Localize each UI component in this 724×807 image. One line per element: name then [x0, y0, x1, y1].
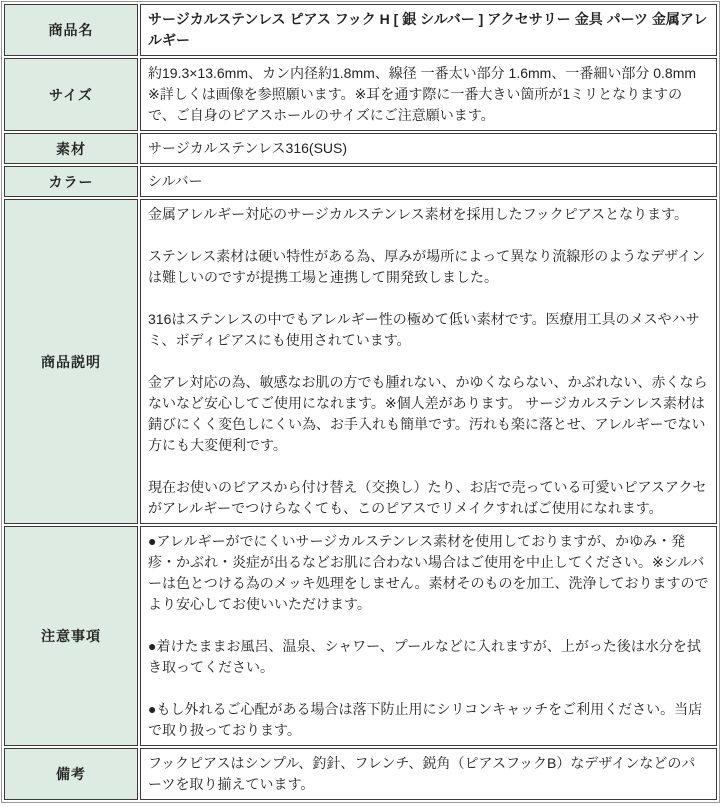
- material-paragraph: サージカルステンレス316(SUS): [148, 140, 348, 156]
- product-spec-table: [1, 1, 720, 803]
- row-content-notes: [140, 748, 717, 800]
- description-paragraph: 316はステンレスの中でもアレルギー性の極めて低い素材です。医療用工具のメスやハサミ、ボディピアスにも使用されています。: [148, 311, 700, 348]
- table-row-size: [4, 58, 717, 131]
- description-paragraph: 金アレ対応の為、敏感なお肌の方でも腫れない、かゆくならない、かぶれない、赤くならないなど安心してご使用になれます。※個人差があります。 サージカルステンレス素材は錆びにくく変色しにくい為、お手入れも簡単です。汚れも楽に落とせ、アレルギーでない方にも大変便利です。: [148, 374, 708, 453]
- size-paragraph: 約19.3×13.6mm、カン内径約1.8mm、線径 一番太い部分 1.6mm、一番細い部分 0.8mm ※詳しくは画像を参照願います。※耳を通す際に一番大きい箇所が1ミリとなりますので、ご自身のピアスホールのサイズにご注意願います。: [148, 65, 697, 123]
- product-spec-table-body: [4, 4, 717, 800]
- table-row-description: [4, 199, 717, 524]
- row-header-notes: 備考: [4, 748, 138, 800]
- row-header-description: 商品説明: [4, 199, 138, 524]
- description-paragraph: 金属アレルギー対応のサージカルステンレス素材を採用したフックピアスとなります。: [148, 206, 688, 222]
- color-paragraph: シルバー: [148, 173, 203, 189]
- description-paragraph: ステンレス素材は硬い特性がある為、厚みが場所によって異なり流線形のようなデザインは難しいのですが提携工場と連携して開発致しました。: [148, 248, 706, 285]
- notes-paragraph: フックピアスはシンプル、釣針、フレンチ、鋭角（ピアスフックB）なデザインなどのパーツを取り揃えています。: [148, 755, 696, 792]
- row-content-size: [140, 58, 717, 131]
- row-header-material: 素材: [4, 133, 138, 164]
- precautions-paragraph: ●着けたままお風呂、温泉、シャワー、プールなどに入れますが、上がった後は水分を拭き取ってください。: [148, 638, 701, 675]
- row-content-material: [140, 133, 717, 164]
- table-row-material: [4, 133, 717, 164]
- precautions-paragraph: ●アレルギーがでにくいサージカルステンレス素材を使用しておりますが、かゆみ・発疹・かぶれ・炎症が出るなどお肌に合わない場合はご使用を中止してください。※シルバーは色とつける為のメッキ処理をしません。素材そのものを加工、洗浄しておりますのでより安心してお使いいただけます。: [148, 533, 709, 612]
- row-content-precautions: [140, 526, 717, 746]
- table-row-notes: [4, 748, 717, 800]
- row-header-color: カラー: [4, 166, 138, 197]
- table-row-precautions: [4, 526, 717, 746]
- precautions-paragraph: ●もし外れるご心配がある場合は落下防止用にシリコンキャッチをご利用ください。当店で取り扱っております。: [148, 701, 703, 738]
- row-content-color: [140, 166, 717, 197]
- row-header-precautions: 注意事項: [4, 526, 138, 746]
- table-row-product-name: [4, 4, 717, 56]
- row-content-product-name: [140, 4, 717, 56]
- table-row-color: [4, 166, 717, 197]
- row-header-size: サイズ: [4, 58, 138, 131]
- row-content-description: [140, 199, 717, 524]
- product-name-paragraph: サージカルステンレス ピアス フック H [ 銀 シルバー ] アクセサリー 金具 パーツ 金属アレルギー: [148, 11, 708, 48]
- row-header-product-name: 商品名: [4, 4, 138, 56]
- description-paragraph: 現在お使いのピアスから付け替え（交換し）たり、お店で売っている可愛いピアスアクセがアレルギーでつけらなくても、このピアスでリメイクすればご使用になれます。: [148, 479, 707, 516]
